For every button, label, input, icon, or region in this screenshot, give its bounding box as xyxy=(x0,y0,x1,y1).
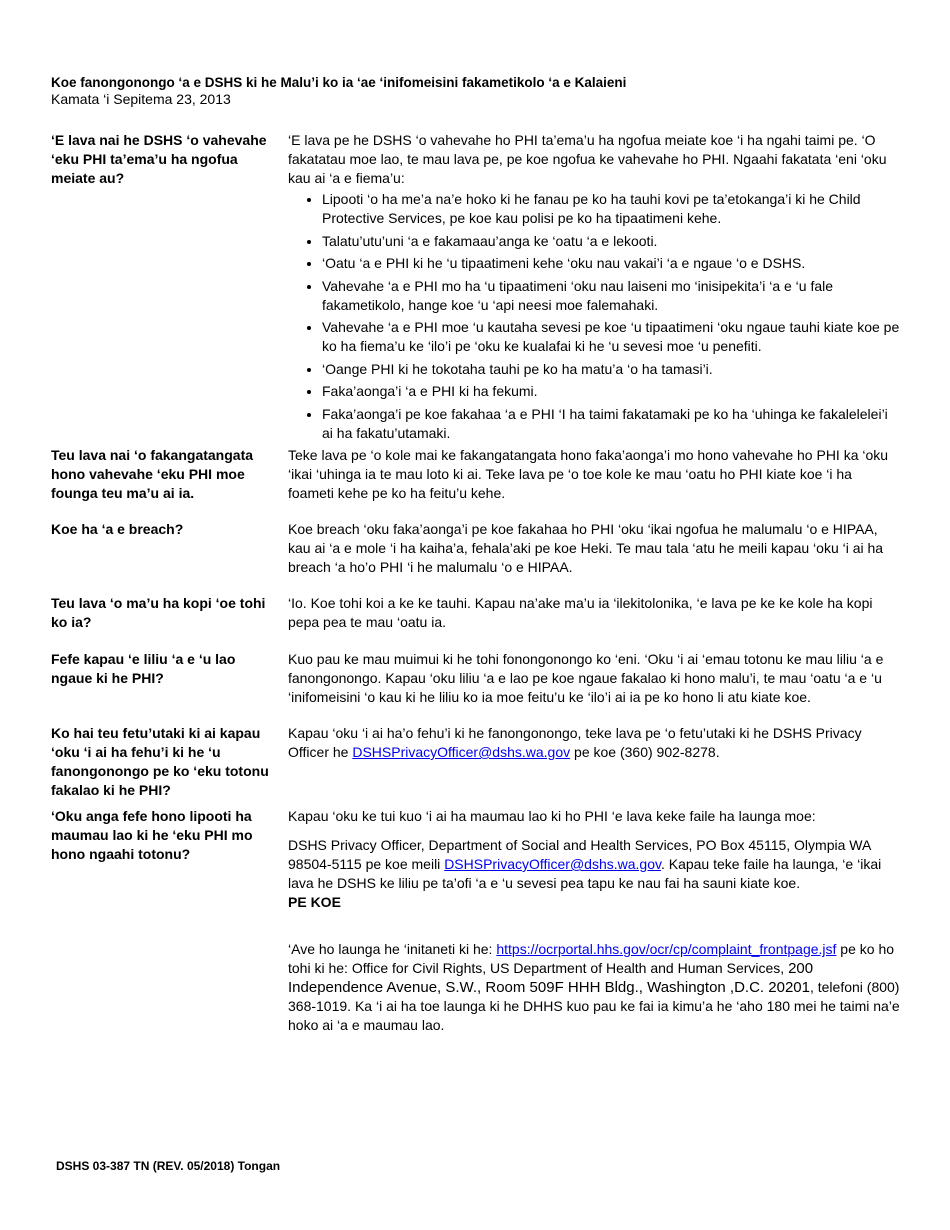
question-heading: Fefe kapau ‘e liliu ‘a e ‘u lao ngaue ki he PHI? xyxy=(51,651,236,686)
question-heading: Koe ha ‘a e breach? xyxy=(51,521,184,537)
document-title: Koe fanongonongo ‘a e DSHS ki he Malu’i ko ia ‘ae ‘inifomeisini fakametikolo ‘a e Kalaieni xyxy=(51,75,627,90)
list-item: • Vahevahe ‘a e PHI mo ha ‘u tipaatimeni ‘oku nau laiseni mo ‘inisipekita’i ‘a e ‘u fale fakametikolo, hange koe ‘u ‘api neesi moe falemahaki. xyxy=(322,277,901,315)
list-item: • ‘Oange PHI ki he tokotaha tauhi pe ko ha matu’a ‘o ha tamasi’i. xyxy=(322,360,901,379)
answer-text-pre: ‘Ave ho launga he ‘initaneti ki he: xyxy=(288,941,497,957)
bullet-list xyxy=(288,190,901,443)
answer-intro: ‘E lava pe he DSHS ‘o vahevahe ho PHI ta’ema’u ha ngofua meiate koe ‘i ha ngahi taimi pe. ‘O fakatatau moe lao, te mau lava pe, pe koe ngofua ke vahevahe ho PHI. Ngaahi fakatata ‘eni ‘oku kau ai ‘a e fiema’u: xyxy=(288,132,887,186)
question-heading: ‘E lava nai he DSHS ‘o vahevahe ‘eku PHI ta’ema’u ha ngofua meiate au? xyxy=(51,132,267,186)
answer-text-post: , telefoni (800) 368-1019. Ka ‘i ai ha toe launga ki he DHHS kuo pau ke fai ia kimu’a he ‘aho 180 mei he taimi na’e hoko ai ‘a e maumau lao. xyxy=(288,979,900,1033)
answer-text-post: . Kapau teke faile ha launga, ‘e ‘ikai lava he DSHS ke liliu pe ta’ofi ‘a e ‘u sevesi pea tapu ke nau fai ha sauni kiate koe. xyxy=(288,856,882,891)
ocr-address: 200 Independence Avenue, S.W., Room 509F HHH Bldg., Washington ,D.C. 20201 xyxy=(288,960,814,996)
answer-text-pre: DSHS Privacy Officer, Department of Social and Health Services, PO Box 45115, Olympia WA 98504-5115 pe koe meili xyxy=(288,837,871,872)
list-item: • Talatu’utu’uni ‘a e fakamaau’anga ke ‘oatu ‘a e lekooti. xyxy=(322,232,901,251)
question-heading: Teu lava ‘o ma’u ha kopi ‘oe tohi ko ia? xyxy=(51,595,266,630)
document-effective-date: Kamata ‘i Sepitema 23, 2013 xyxy=(51,91,231,107)
answer-text xyxy=(288,131,901,446)
list-item: • Lipooti ‘o ha me’a na’e hoko ki he fanau pe ko ha tauhi kovi pe ta’etokanga’i ki he Child Protective Services, pe koe kau polisi pe ko ha tipaatimeni kehe. xyxy=(322,190,901,228)
answer-text xyxy=(288,724,901,762)
answer-text: Koe breach ‘oku faka’aonga’i pe koe fakahaa ho PHI ‘oku ‘ikai ngofua he malumalu ‘o e HIPAA, kau ai ‘a e mole ‘i ha kaiha’a, fehala’aki pe koe Heki. Te mau tala ‘atu he meili kapau ‘oku ‘i ai ha breach ‘a ho’o PHI ‘i he malumalu ‘o e HIPAA. xyxy=(288,521,884,575)
list-item: • ‘Oatu ‘a e PHI ki he ‘u tipaatimeni kehe ‘oku nau vakai’i ‘a e ngaue ‘o e DSHS. xyxy=(322,254,901,273)
question-heading: ‘Oku anga fefe hono lipooti ha maumau lao ki he ‘eku PHI mo hono ngaahi totonu? xyxy=(51,808,253,862)
form-footer: DSHS 03-387 TN (REV. 05/2018) Tongan xyxy=(56,1159,281,1173)
answer-text: ‘Io. Koe tohi koi a ke ke tauhi. Kapau na’ake ma’u ia ‘ilekitolonika, ‘e lava pe ke ke kole ha kopi pepa pea te mau ‘oatu ia. xyxy=(288,595,873,630)
question-heading: Teu lava nai ‘o fakangatangata hono vahevahe ‘eku PHI moe founga teu ma’u ai ia. xyxy=(51,447,254,501)
list-item: • Vahevahe ‘a e PHI moe ‘u kautaha sevesi pe koe ‘u tipaatimeni ‘oku ngaue tauhi kiate koe pe ko ha fiema’u ke ‘ilo’i pe ‘oku ke kualafai ki he ‘u sevesi moe ‘u penefiti. xyxy=(322,318,901,356)
answer-paragraph: Kapau ‘oku ke tui kuo ‘i ai ha maumau lao ki ho PHI ‘e lava keke faile ha launga moe: xyxy=(288,808,816,824)
answer-text xyxy=(288,807,901,1035)
answer-text-pre: Kapau ‘oku ‘i ai ha’o fehu’i ki he fanongonongo, teke lava pe ‘o fetu’utaki ki he DSHS Privacy Officer he xyxy=(288,725,862,760)
list-item: • Faka’aonga’i ‘a e PHI ki ha fekumi. xyxy=(322,382,901,401)
privacy-officer-email-link[interactable]: DSHSPrivacyOfficer@dshs.wa.gov xyxy=(352,744,571,760)
ocr-portal-link[interactable]: https://ocrportal.hhs.gov/ocr/cp/complaint_frontpage.jsf xyxy=(496,941,837,957)
privacy-officer-email-link[interactable]: DSHSPrivacyOfficer@dshs.wa.gov xyxy=(444,856,661,872)
document-header xyxy=(51,74,626,108)
answer-paragraph xyxy=(288,836,901,893)
question-heading: Ko hai teu fetu’utaki ki ai kapau ‘oku ‘i ai ha fehu’i ki he ‘u fanongonongo pe ko ‘eku totonu fakalao ki he PHI? xyxy=(51,725,269,798)
answer-text-post: pe koe (360) 902-8278. xyxy=(570,744,720,760)
answer-text-mid: pe ko ho tohi ki he: Office for Civil Rights, US Department of Health and Human Services, xyxy=(288,941,895,976)
answer-text: Kuo pau ke mau muimui ki he tohi fonongonongo ko ‘eni. ‘Oku ‘i ai ‘emau totonu ke mau liliu ‘a e fanongonongo. Kapau ‘oku liliu ‘a e lao pe koe ngaue fakalao ki hono malu’i, te mau ‘oatu ‘a e ‘u ‘inifomeisini ‘o kau ki he liliu ko ia moe feitu’u ke ‘ilo’i ai ia pe ko hono li atu kiate koe. xyxy=(288,651,884,705)
answer-text: Teke lava pe ‘o kole mai ke fakangatangata hono faka’aonga’i mo hono vahevahe ho PHI ka ‘oku ‘ikai ‘uhinga ia te mau loto ki ai. Teke lava pe ‘o toe kole ke mau ‘oatu ho PHI kiate koe ‘i ha foameti kehe pe ko ha feitu’u kehe. xyxy=(288,447,889,501)
answer-paragraph xyxy=(288,940,901,1035)
list-item: • Faka’aonga’i pe koe fakahaa ‘a e PHI ‘I ha taimi fakatamaki pe ko ha ‘uhinga ke fakalelelei’i ai ha fakatu’utamaki. xyxy=(322,405,901,443)
or-heading: PE KOE xyxy=(288,894,341,910)
